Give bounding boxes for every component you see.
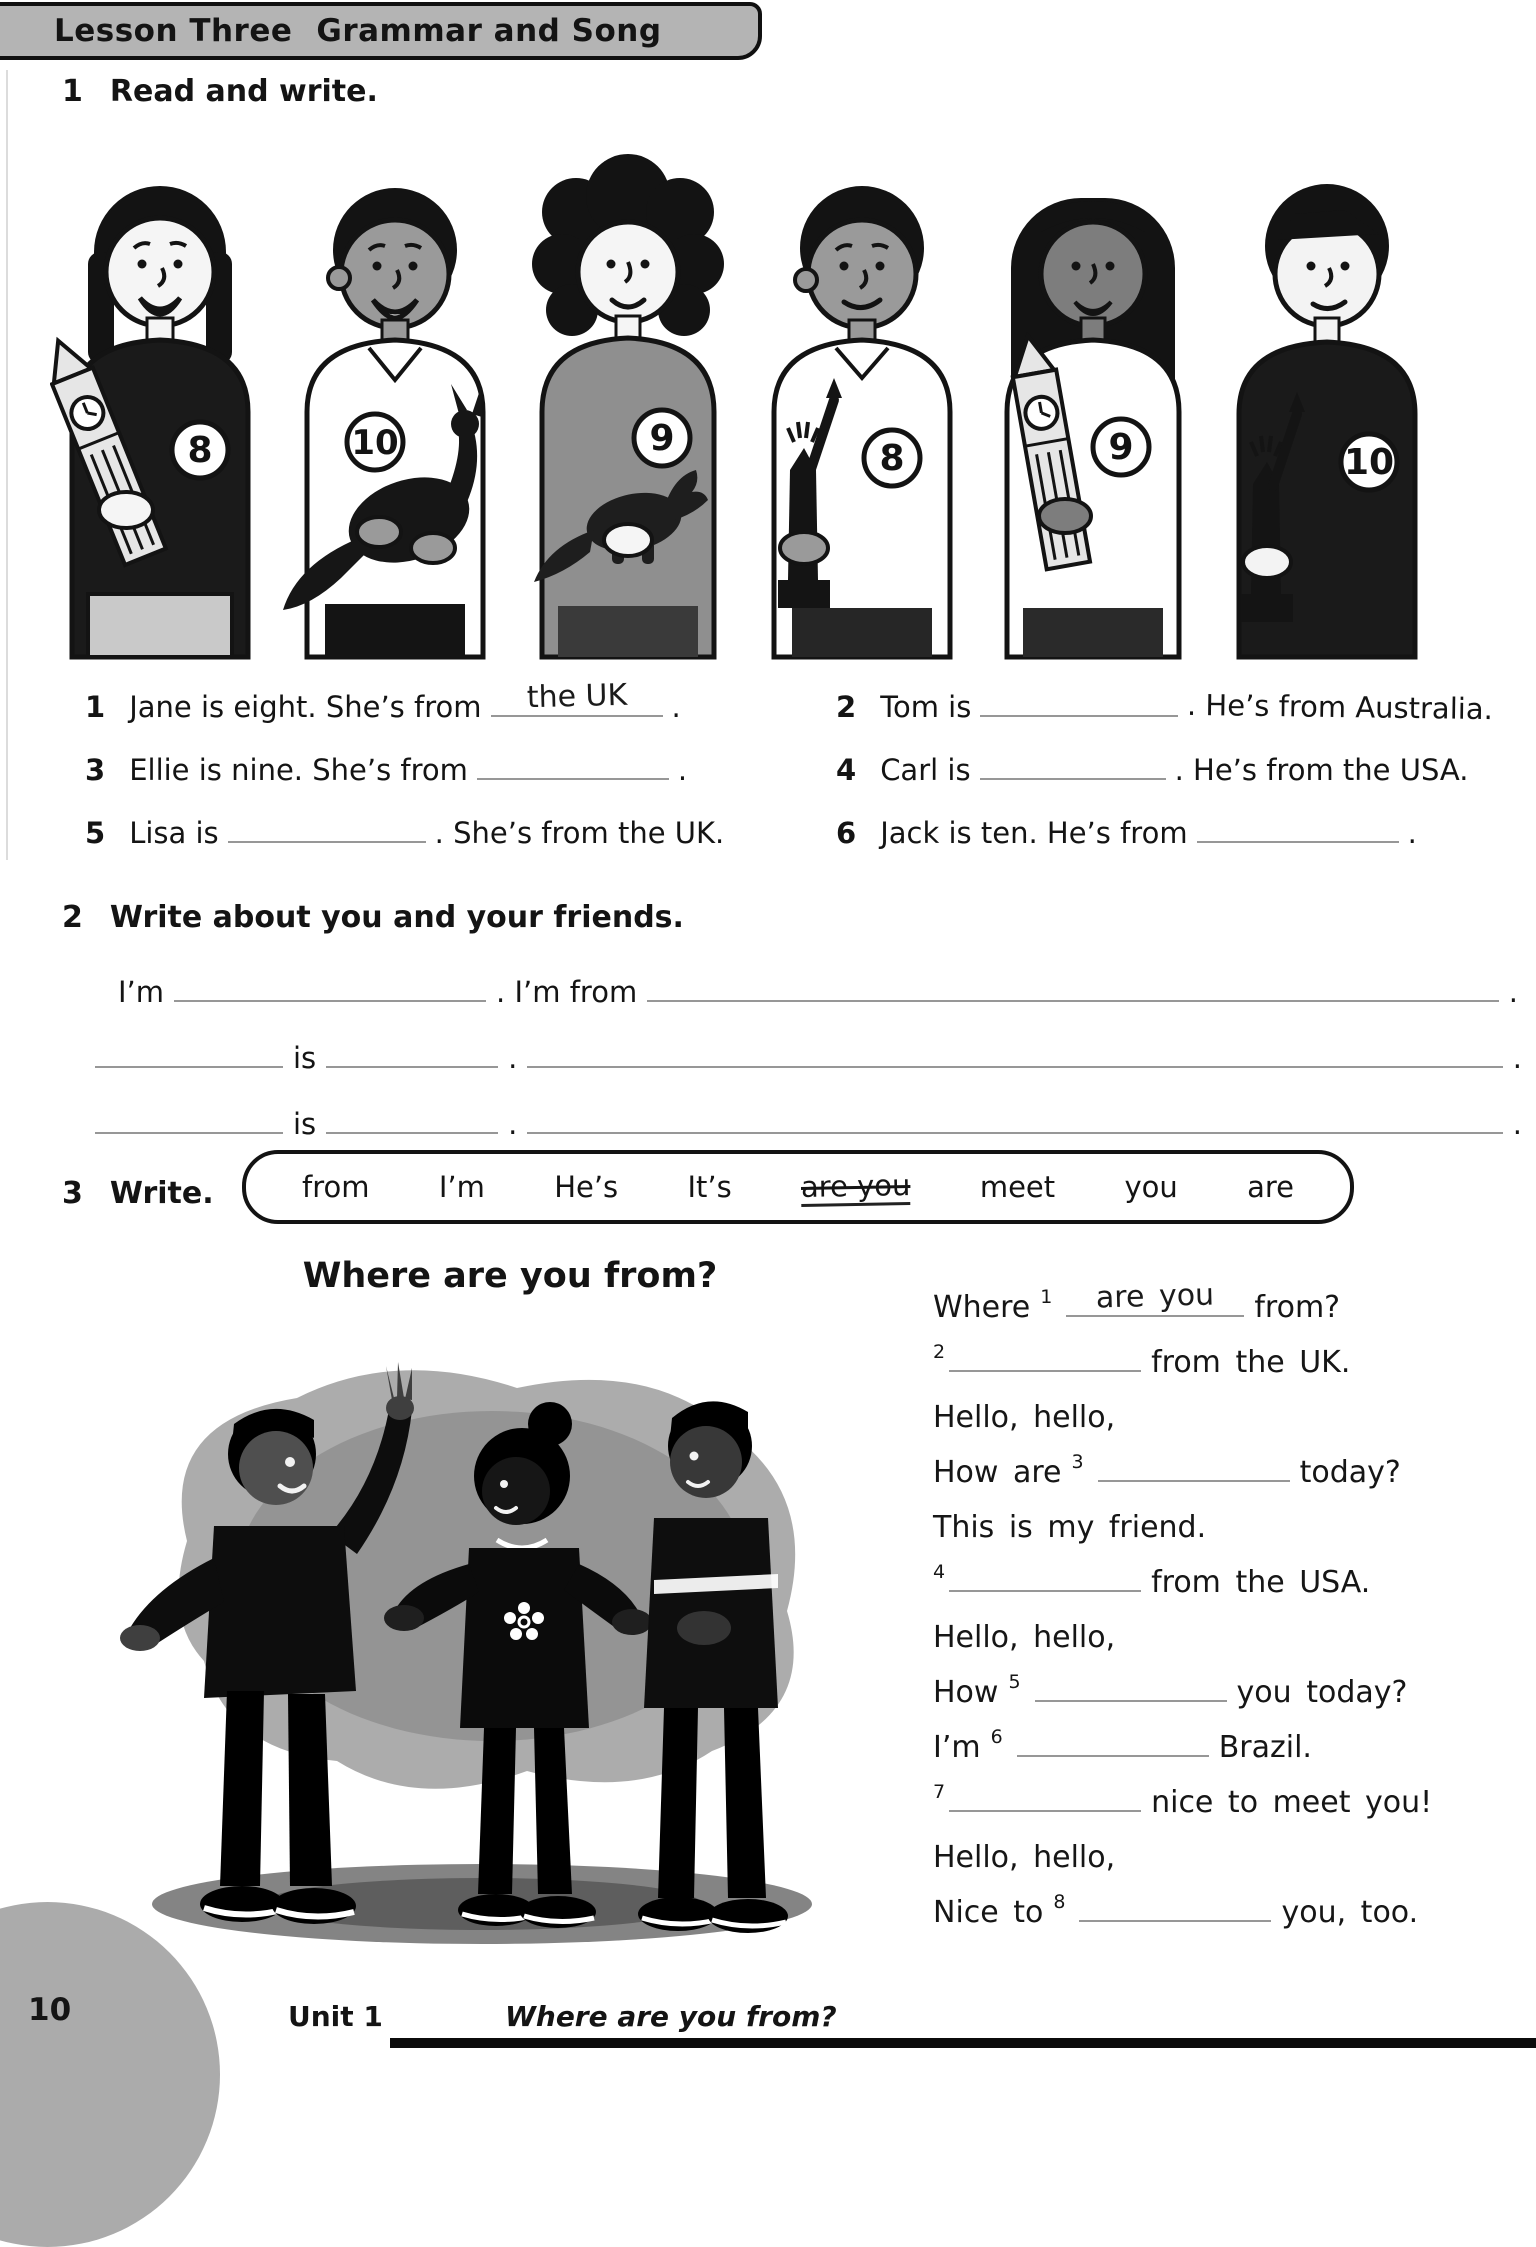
song-title: Where are you from? (302, 1256, 718, 1296)
item-text: Ellie is nine. She’s from (129, 753, 468, 787)
ex1-item (836, 687, 1494, 727)
lyric-text: I’m (933, 1730, 981, 1765)
wordbank-word: are (1247, 1170, 1294, 1204)
item-number: 4 (836, 753, 857, 787)
lyric-number: 2 (933, 1341, 946, 1363)
kid-figure-6 (1239, 184, 1415, 657)
handwritten-answer: the UK (525, 677, 628, 716)
ex1-item (85, 816, 724, 850)
lyric-number: 8 (1053, 1891, 1066, 1913)
line-text: . (508, 1041, 518, 1075)
line-text: . (508, 1107, 518, 1141)
lyric-text: you today? (1236, 1675, 1408, 1710)
lyric-blank[interactable] (1098, 1480, 1290, 1482)
handwritten-answer (477, 774, 669, 779)
ex2-line (95, 1036, 1522, 1075)
lyric-text: from the UK. (1151, 1345, 1351, 1380)
unit-label: Unit 1 (288, 2000, 383, 2033)
song-lyrics (933, 1277, 1533, 1950)
handwritten-answer (980, 775, 1166, 780)
wordbank-word: meet (979, 1170, 1056, 1204)
scan-edge-strip (390, 2038, 1536, 2048)
item-number: 6 (836, 816, 857, 850)
lyric-text: How (933, 1675, 999, 1710)
handwritten-answer (228, 837, 426, 842)
lyric-line (933, 1840, 1533, 1895)
lyric-number: 7 (933, 1781, 946, 1803)
page-edge-line (6, 70, 8, 860)
lyric-text: Hello, hello, (933, 1840, 1116, 1875)
exercise2-header (62, 900, 684, 935)
kid-figure-3 (532, 154, 724, 657)
exercise1-title: Read and write. (109, 74, 378, 109)
answer-blank[interactable] (980, 778, 1166, 780)
write-blank[interactable] (326, 1102, 498, 1134)
write-blank[interactable] (95, 1102, 283, 1134)
item-text: Lisa is (129, 816, 219, 850)
lyric-blank[interactable] (1066, 1277, 1244, 1317)
lyric-line (933, 1341, 1533, 1400)
ex1-item (836, 753, 1468, 787)
wordbank-word: are you (801, 1168, 911, 1207)
lyric-line (933, 1277, 1533, 1345)
badge-number: 10 (351, 423, 399, 463)
lyric-line (933, 1451, 1533, 1510)
badge-number: 8 (187, 430, 213, 471)
write-blank[interactable] (326, 1036, 498, 1068)
lesson-subtitle: Grammar and Song (316, 13, 662, 49)
exercise3-number: 3 (62, 1176, 83, 1211)
lyric-number: 3 (1071, 1451, 1084, 1473)
exercise3-header (62, 1176, 214, 1211)
answer-blank[interactable] (1197, 841, 1399, 843)
lyric-text: you, too. (1281, 1895, 1419, 1930)
badge-number: 9 (649, 418, 675, 459)
item-text: . He’s from the USA. (1174, 753, 1469, 787)
item-text: Jane is eight. She’s from (129, 690, 482, 724)
answer-blank[interactable] (477, 778, 669, 780)
lyric-text: nice to meet you! (1151, 1785, 1433, 1820)
item-text: Carl is (880, 753, 971, 787)
wordbank-word: I’m (438, 1170, 485, 1204)
item-text: . He’s from Australia. (1187, 687, 1494, 727)
item-text: . (1407, 816, 1417, 850)
lyric-line (933, 1671, 1533, 1730)
lyric-line (933, 1510, 1533, 1565)
lyric-number: 1 (1040, 1286, 1053, 1308)
item-number: 3 (85, 753, 106, 787)
write-blank[interactable] (647, 970, 1499, 1002)
lyric-text: Nice to (933, 1895, 1044, 1930)
wordbank-word: He’s (554, 1170, 619, 1204)
lyric-line (933, 1726, 1533, 1785)
lyric-line (933, 1781, 1533, 1840)
handwritten-answer (980, 711, 1178, 716)
lyric-blank[interactable] (1017, 1755, 1209, 1757)
ex1-item (836, 816, 1417, 850)
page-number: 10 (28, 1992, 72, 2028)
ex1-item (85, 677, 681, 724)
item-text: . (671, 690, 681, 724)
line-text: is (293, 1107, 317, 1141)
item-number: 2 (836, 690, 857, 724)
lyric-blank[interactable] (949, 1590, 1141, 1592)
lyric-blank[interactable] (949, 1370, 1141, 1372)
lesson-title: Lesson Three (54, 13, 293, 49)
children-illustration (50, 112, 1530, 662)
line-text: . (1508, 975, 1518, 1009)
exercise2-title: Write about you and your friends. (109, 900, 684, 935)
write-blank[interactable] (95, 1036, 283, 1068)
lyric-line (933, 1400, 1533, 1455)
kid-figure-5 (1006, 198, 1179, 657)
exercise1-header (62, 74, 378, 109)
line-text: is (293, 1041, 317, 1075)
lyric-line (933, 1561, 1533, 1620)
exercise1-number: 1 (62, 74, 83, 109)
lyric-text: Where (933, 1290, 1031, 1325)
exercise2-number: 2 (62, 900, 83, 935)
item-text: Jack is ten. He’s from (880, 816, 1188, 850)
lyric-text: Hello, hello, (933, 1620, 1116, 1655)
line-text: . I’m from (496, 975, 638, 1009)
handwritten-answer: are you (1095, 1277, 1215, 1316)
write-blank[interactable] (527, 1036, 1502, 1068)
ex2-line (95, 1102, 1522, 1141)
song-illustration (92, 1326, 857, 1956)
kid-figure-1 (50, 186, 248, 657)
lyric-text: Hello, hello, (933, 1400, 1116, 1435)
item-number: 1 (85, 690, 106, 724)
lyric-text: today? (1299, 1455, 1401, 1490)
lyric-line (933, 1891, 1533, 1950)
lyric-blank[interactable] (1079, 1920, 1271, 1922)
word-bank (242, 1150, 1354, 1224)
lyric-text: This is my friend. (933, 1510, 1207, 1545)
lyric-number: 6 (990, 1726, 1003, 1748)
line-text: I’m (118, 975, 165, 1009)
lyric-number: 4 (933, 1561, 946, 1583)
write-blank[interactable] (527, 1102, 1502, 1134)
wordbank-word: from (302, 1170, 370, 1204)
badge-number: 10 (1343, 442, 1395, 483)
lyric-text: How are (933, 1455, 1062, 1490)
item-text: Tom is (880, 690, 972, 724)
badge-number: 8 (879, 438, 905, 479)
handwritten-answer (1197, 837, 1399, 842)
badge-number: 9 (1108, 427, 1134, 468)
lyric-blank[interactable] (1035, 1700, 1227, 1702)
lyric-text: Brazil. (1218, 1730, 1312, 1765)
unit-title: Where are you from? (505, 2000, 837, 2033)
answer-blank[interactable] (980, 715, 1178, 717)
ex2-line (118, 970, 1518, 1009)
item-text: . She’s from the UK. (434, 816, 725, 850)
item-number: 5 (85, 816, 106, 850)
line-text: . (1512, 1107, 1522, 1141)
wordbank-word: It’s (687, 1170, 732, 1204)
kid-figure-2 (283, 188, 483, 657)
lesson-header (0, 2, 762, 60)
ex1-item (85, 753, 687, 787)
lyric-text: from? (1254, 1290, 1341, 1325)
answer-blank[interactable] (228, 841, 426, 843)
lyric-line (933, 1620, 1533, 1675)
exercise3-title: Write. (109, 1176, 214, 1211)
lyric-text: from the USA. (1151, 1565, 1371, 1600)
write-blank[interactable] (174, 970, 486, 1002)
item-text: . (677, 753, 688, 787)
lyric-number: 5 (1008, 1671, 1021, 1693)
kid-figure-4 (774, 186, 950, 657)
line-text: . (1512, 1041, 1522, 1075)
wordbank-word: you (1124, 1170, 1178, 1204)
answer-blank[interactable] (491, 677, 663, 717)
lyric-blank[interactable] (949, 1810, 1141, 1812)
